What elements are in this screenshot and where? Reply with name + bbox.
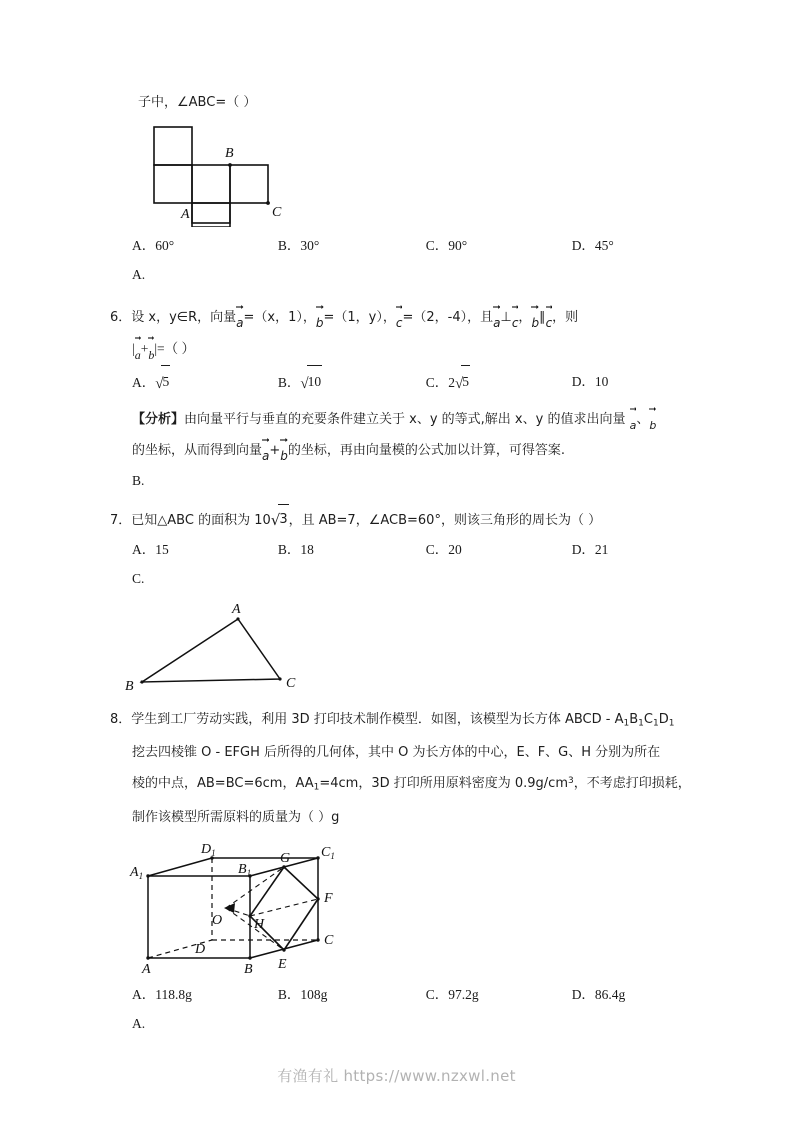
q6-options-row — [110, 366, 690, 399]
triangle-figure — [120, 599, 690, 695]
svg-text:D: D — [195, 941, 206, 957]
q8-c: C — [643, 712, 653, 727]
q6-option-c-coefficient: 2 — [448, 375, 456, 390]
q6-parallel-sign: ∥ — [539, 310, 546, 325]
q8-text-1: 学生到工厂劳动实践，利用 3D 打印技术制作模型．如图，该模型为长方体 ABCD - A — [131, 712, 624, 727]
q6-analysis-text-1: 由向量平行与垂直的充要条件建立关于 x、y 的等式,解出 x、y 的值求出向量 — [184, 412, 630, 427]
q5-option-b[interactable]: B．30° — [277, 238, 320, 253]
page-content — [110, 88, 690, 1038]
vector-c-symbol-3: c — [546, 303, 553, 334]
q8-sub-4: 1 — [668, 718, 675, 729]
q8-b: B — [629, 712, 639, 727]
q6-option-c[interactable] — [426, 366, 572, 399]
svg-text:O: O — [212, 912, 223, 928]
cuboid-figure — [128, 840, 690, 976]
q8-number: 8． — [110, 712, 132, 727]
q5-stem-tail: 子中，∠ABC=（ ） — [138, 95, 257, 110]
q5-option-c[interactable]: C．90° — [425, 238, 468, 253]
q8-option-a[interactable]: A．118.8g — [132, 986, 192, 1002]
q6-analysis-sep: 、 — [636, 412, 650, 427]
q6-plus: + — [140, 341, 149, 356]
q7-option-b[interactable]: B．18 — [277, 542, 314, 557]
svg-text:B: B — [225, 146, 234, 161]
sqrt-5-icon: √5 — [155, 366, 170, 399]
svg-text:B1: $B_1$ — [238, 861, 252, 878]
q6-analysis-line2 — [110, 436, 690, 467]
q7-stem-a: 已知△ABC 的面积为 10 — [131, 513, 271, 528]
q7-answer: C. — [132, 571, 145, 586]
q7-stem — [110, 505, 690, 535]
svg-text:F: F — [324, 890, 333, 906]
vector-c-symbol-2: c — [512, 303, 519, 334]
sqrt-3-icon: √3 — [271, 505, 289, 535]
q8-sup-cm3: 3 — [567, 776, 574, 787]
q7-stem-b: ，且 AB=7，∠ACB=60°，则该三角形的周长为（ ） — [288, 513, 602, 528]
q6-comma: ， — [518, 310, 532, 325]
svg-text:E: E — [278, 956, 287, 972]
vector-a-symbol: a — [236, 303, 243, 334]
watermark: 有渔有礼 https://www.nzxwl.net — [277, 1067, 516, 1085]
svg-text:C1: $C_1$ — [321, 844, 335, 861]
q6-a-eq: =（x，1）， — [243, 310, 316, 325]
q7-option-a[interactable]: A．15 — [132, 542, 169, 557]
q8-stem-line4: 制作该模型所需原料的质量为（ ）g — [132, 809, 340, 825]
svg-text:B: B — [244, 961, 253, 976]
q6-stem-line2 — [110, 334, 690, 366]
q6-option-b[interactable] — [278, 366, 426, 399]
q6-analysis-plus: + — [269, 443, 281, 458]
q6-stem-line1 — [110, 303, 690, 334]
q8-answer: A. — [132, 1015, 146, 1031]
vector-b-symbol-4: b — [649, 405, 656, 436]
q8-sub-1: 1 — [623, 718, 630, 729]
svg-text:C: C — [324, 932, 334, 948]
svg-text:B: B — [125, 679, 134, 694]
q6-option-d[interactable]: D．10 — [571, 374, 609, 389]
q6-option-a-label: A． — [132, 375, 156, 390]
q7-number: 7． — [110, 513, 132, 528]
vector-a-symbol-2: a — [493, 303, 500, 334]
q6-b-eq: =（1，y）， — [323, 310, 396, 325]
sqrt-10-icon: √10 — [300, 366, 322, 399]
vector-c-symbol: c — [396, 303, 403, 334]
q7-option-d[interactable]: D．21 — [571, 542, 609, 557]
q8-sub-5: 1 — [313, 782, 320, 793]
q5-options-row — [110, 231, 690, 261]
svg-text:D1: $D_1$ — [201, 841, 216, 858]
q5-option-d[interactable]: D．45° — [571, 238, 614, 253]
q8-text-3b: =4cm，3D 打印所用原料密度为 0.9g/cm — [319, 776, 568, 792]
q6-abs-open: | — [132, 341, 135, 356]
q8-stem-line1 — [110, 705, 690, 738]
q6-option-a[interactable] — [132, 366, 278, 399]
vector-a-symbol-4: a — [630, 405, 637, 436]
q6-option-b-label: B． — [277, 375, 301, 390]
q6-option-c-label: C． — [425, 375, 449, 390]
q6-analysis-text-2: 的坐标，从而得到向量 — [132, 443, 263, 458]
svg-text:H: H — [254, 916, 265, 932]
q6-c-eq: =（2，-4），且 — [402, 310, 494, 325]
svg-text:A: A — [232, 602, 241, 617]
q8-options-row — [110, 980, 690, 1010]
sqrt-5-icon-2: √5 — [455, 366, 470, 399]
q8-option-c[interactable]: C．97.2g — [425, 986, 479, 1002]
q8-sub-3: 1 — [652, 718, 659, 729]
q8-option-b[interactable]: B．108g — [277, 986, 328, 1002]
q8-d: D — [658, 712, 669, 727]
q6-stem-pre: 设 x，y∈R，向量 — [131, 310, 237, 325]
svg-text:A: A — [181, 207, 190, 222]
svg-text:A1: $A_1$ — [130, 864, 144, 881]
q6-answer: B. — [132, 473, 145, 488]
q6-then: ，则 — [552, 310, 579, 325]
q8-text-3a: 棱的中点，AB=BC=6cm，AA — [132, 776, 314, 792]
q5-answer: A. — [132, 267, 146, 282]
svg-text:C: C — [272, 205, 282, 220]
q6-analysis-text-3: 的坐标，再由向量模的公式加以计算，可得答案. — [287, 443, 566, 458]
analysis-tag: 【分析】 — [132, 412, 185, 427]
vector-b-symbol-3: b — [148, 334, 154, 366]
q7-options-row — [110, 535, 690, 565]
vector-b-symbol-5: b — [280, 436, 288, 467]
q8-option-d[interactable]: D．86.4g — [571, 986, 626, 1002]
svg-text:G: G — [280, 850, 291, 866]
vector-a-symbol-3: a — [135, 334, 141, 366]
q6-analysis-line1 — [110, 405, 690, 436]
q8-sub-2: 1 — [638, 718, 644, 729]
q8-stem-line2: 挖去四棱锥 O - EFGH 后所得的几何体，其中 O 为长方体的中心，E、F、G、H 分别为所在 — [132, 745, 661, 761]
q6-perp-sign: ⊥ — [500, 310, 512, 325]
q7-option-c[interactable]: C．20 — [425, 542, 462, 557]
q5-option-a[interactable]: A．60° — [132, 238, 175, 253]
vector-b-symbol-2: b — [531, 303, 539, 334]
q6-number: 6． — [110, 310, 132, 325]
vector-a-symbol-5: a — [262, 436, 269, 467]
cube-net-figure — [132, 123, 690, 227]
svg-text:C: C — [286, 676, 296, 691]
q6-abs-close: |=（ ） — [154, 341, 196, 356]
svg-text:A: A — [142, 961, 151, 976]
q8-text-3c: ，不考虑打印损耗， — [573, 776, 691, 792]
q8-stem-line3 — [110, 767, 690, 802]
vector-b-symbol: b — [316, 303, 324, 334]
